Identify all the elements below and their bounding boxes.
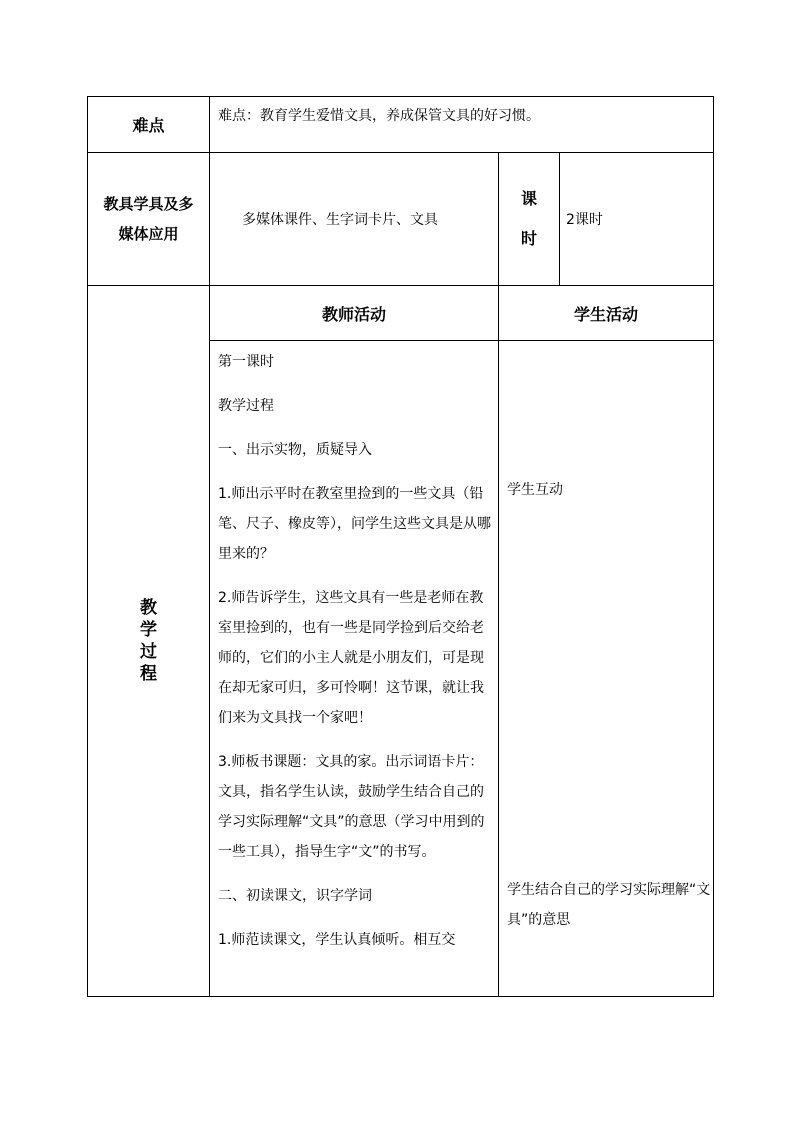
process-label: 教学过程: [140, 598, 157, 684]
process-header-row: [88, 286, 714, 341]
student-activity-header: 学生活动: [499, 286, 714, 341]
teacher-activity-header: 教师活动: [210, 286, 499, 341]
media-label-text: 教具学具及多媒体应用: [103, 195, 194, 243]
period-value: 2课时: [560, 153, 714, 286]
teacher-paragraph: 2.师告诉学生，这些文具有一些是老师在教室里捡到的，也有一些是同学捡到后交给老师的，它们的小主人就是小朋友们，可是现在却无家可归，多可怜啊！这节课，就让我们来为文具找一个家吧！: [218, 590, 484, 726]
teacher-activity-cell: [210, 341, 499, 997]
teacher-paragraph: 3.师板书课题：文具的家。出示词语卡片：文具，指名学生认读，鼓励学生结合自己的学习实际理解“文具”的意思（学习中用到的一些工具），指导生字“文”的书写。: [218, 754, 485, 860]
student-note: 学生结合自己的学习实际理解“文具”的意思: [507, 882, 711, 928]
teacher-paragraph: 1.师范读课文，学生认真倾听。相互交: [218, 932, 456, 948]
difficulty-label: 难点: [88, 97, 210, 153]
difficulty-row: [88, 97, 714, 153]
process-label-cell: [88, 286, 210, 997]
media-label: [88, 153, 210, 286]
difficulty-content: 难点：教育学生爱惜文具，养成保管文具的好习惯。: [210, 97, 714, 153]
media-row: [88, 153, 714, 286]
teacher-paragraph: 二、初读课文，识字学词: [218, 888, 372, 904]
teacher-paragraph: 一、出示实物，质疑导入: [218, 442, 372, 458]
media-content: 多媒体课件、生字词卡片、文具: [210, 153, 499, 286]
teacher-paragraph: 1.师出示平时在教室里捡到的一些文具（铅笔、尺子、橡皮等），问学生这些文具是从哪里来的？: [218, 486, 491, 562]
student-activity-cell: [499, 341, 714, 997]
teacher-paragraph: 第一课时: [218, 354, 274, 370]
lesson-plan-table: [87, 96, 714, 997]
student-note: 学生互动: [507, 482, 563, 498]
teacher-paragraph: 教学过程: [218, 398, 274, 414]
period-label: 课时: [520, 189, 537, 248]
period-label-cell: [499, 153, 560, 286]
